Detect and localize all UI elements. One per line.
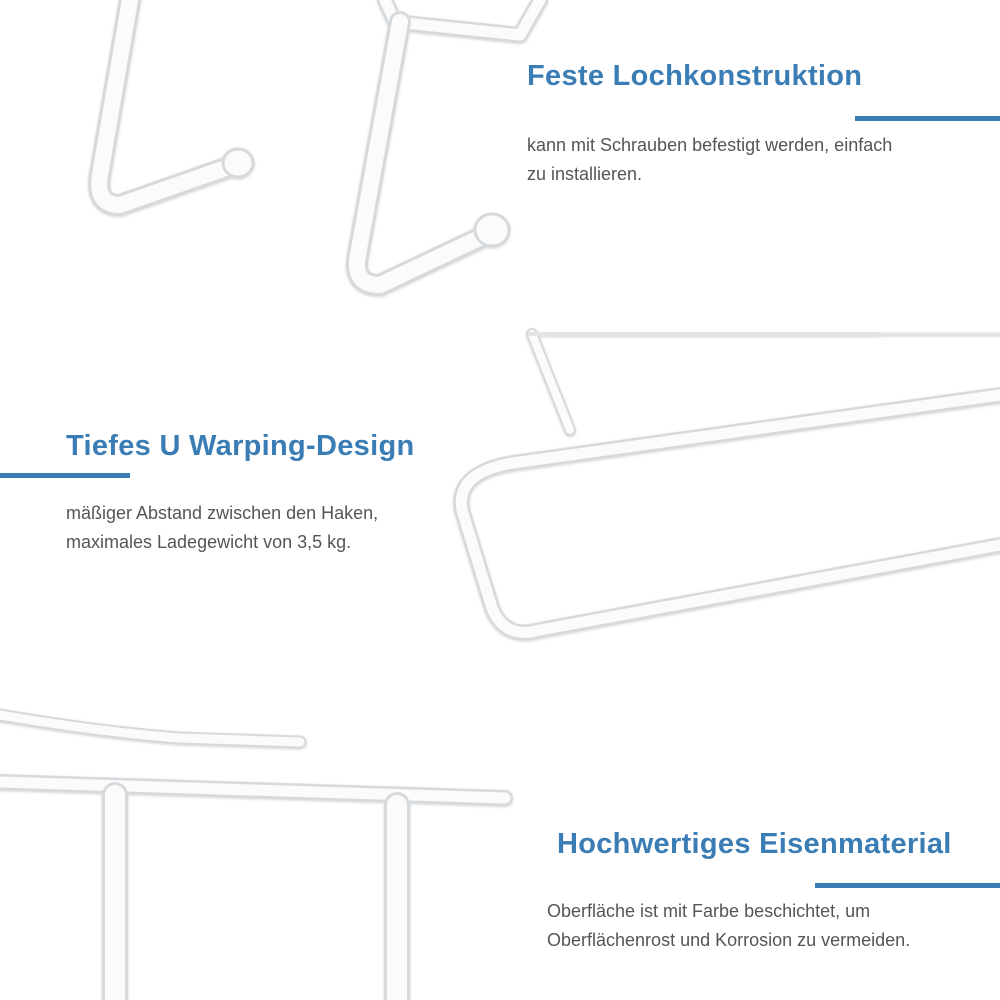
feature-title: Tiefes U Warping-Design xyxy=(66,430,415,462)
u-bracket-photo xyxy=(461,334,1000,632)
iron-frame-photo xyxy=(0,715,505,1000)
description-line: maximales Ladegewicht von 3,5 kg. xyxy=(66,532,352,552)
accent-rule xyxy=(855,116,1000,121)
description-line: Oberfläche ist mit Farbe beschichtet, um xyxy=(547,901,871,921)
feature-description xyxy=(527,131,892,189)
description-line: mäßiger Abstand zwischen den Haken, xyxy=(66,503,379,523)
feature-title: Feste Lochkonstruktion xyxy=(527,60,863,92)
feature-title: Hochwertiges Eisenmaterial xyxy=(557,828,952,860)
description-line: zu installieren. xyxy=(527,164,643,184)
feature-description xyxy=(547,897,910,955)
feature-description xyxy=(66,499,378,557)
hooks-photo xyxy=(99,0,540,285)
accent-rule xyxy=(0,473,130,478)
description-line: Oberflächenrost und Korrosion zu vermeiden. xyxy=(547,930,911,950)
description-line: kann mit Schrauben befestigt werden, einfach xyxy=(527,135,893,155)
accent-rule xyxy=(815,883,1000,888)
